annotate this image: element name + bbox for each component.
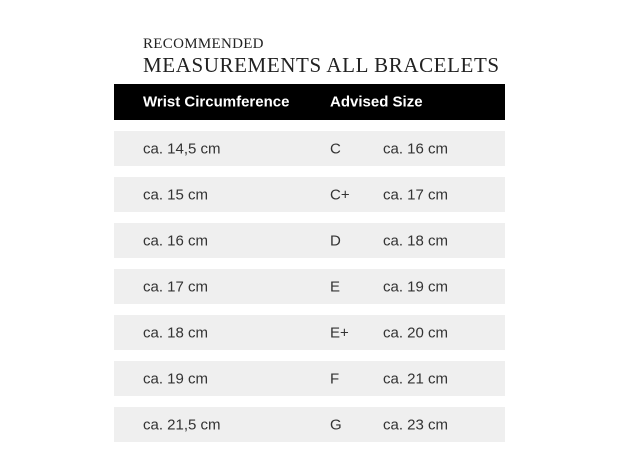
size-cell: E+ bbox=[330, 324, 349, 341]
table-row bbox=[114, 177, 505, 212]
length-cell: ca. 23 cm bbox=[383, 416, 449, 433]
size-cell: E bbox=[330, 278, 341, 295]
wrist-cell: ca. 18 cm bbox=[143, 324, 209, 341]
header-wrist: Wrist Circumference bbox=[143, 93, 290, 111]
table-row bbox=[114, 131, 505, 166]
table-row bbox=[114, 315, 505, 350]
length-cell: ca. 16 cm bbox=[383, 140, 449, 157]
wrist-cell: ca. 19 cm bbox=[143, 370, 209, 387]
size-cell: F bbox=[330, 370, 340, 387]
size-cell: G bbox=[330, 416, 342, 433]
table-row bbox=[114, 361, 505, 396]
wrist-cell: ca. 21,5 cm bbox=[143, 416, 221, 433]
table-row bbox=[114, 407, 505, 442]
size-cell: C+ bbox=[330, 186, 350, 203]
length-cell: ca. 18 cm bbox=[383, 232, 449, 249]
length-cell: ca. 19 cm bbox=[383, 278, 449, 295]
size-cell: D bbox=[330, 232, 341, 249]
title-line1: RECOMMENDED bbox=[143, 36, 264, 52]
table-row bbox=[114, 223, 505, 258]
wrist-cell: ca. 17 cm bbox=[143, 278, 209, 295]
table-header bbox=[114, 84, 505, 120]
length-cell: ca. 17 cm bbox=[383, 186, 449, 203]
wrist-cell: ca. 14,5 cm bbox=[143, 140, 221, 157]
table-row bbox=[114, 269, 505, 304]
length-cell: ca. 20 cm bbox=[383, 324, 449, 341]
size-cell: C bbox=[330, 140, 341, 157]
length-cell: ca. 21 cm bbox=[383, 370, 449, 387]
wrist-cell: ca. 15 cm bbox=[143, 186, 209, 203]
wrist-cell: ca. 16 cm bbox=[143, 232, 209, 249]
page-title: MEASUREMENTS ALL BRACELETS bbox=[143, 53, 500, 77]
header-size: Advised Size bbox=[330, 93, 423, 111]
